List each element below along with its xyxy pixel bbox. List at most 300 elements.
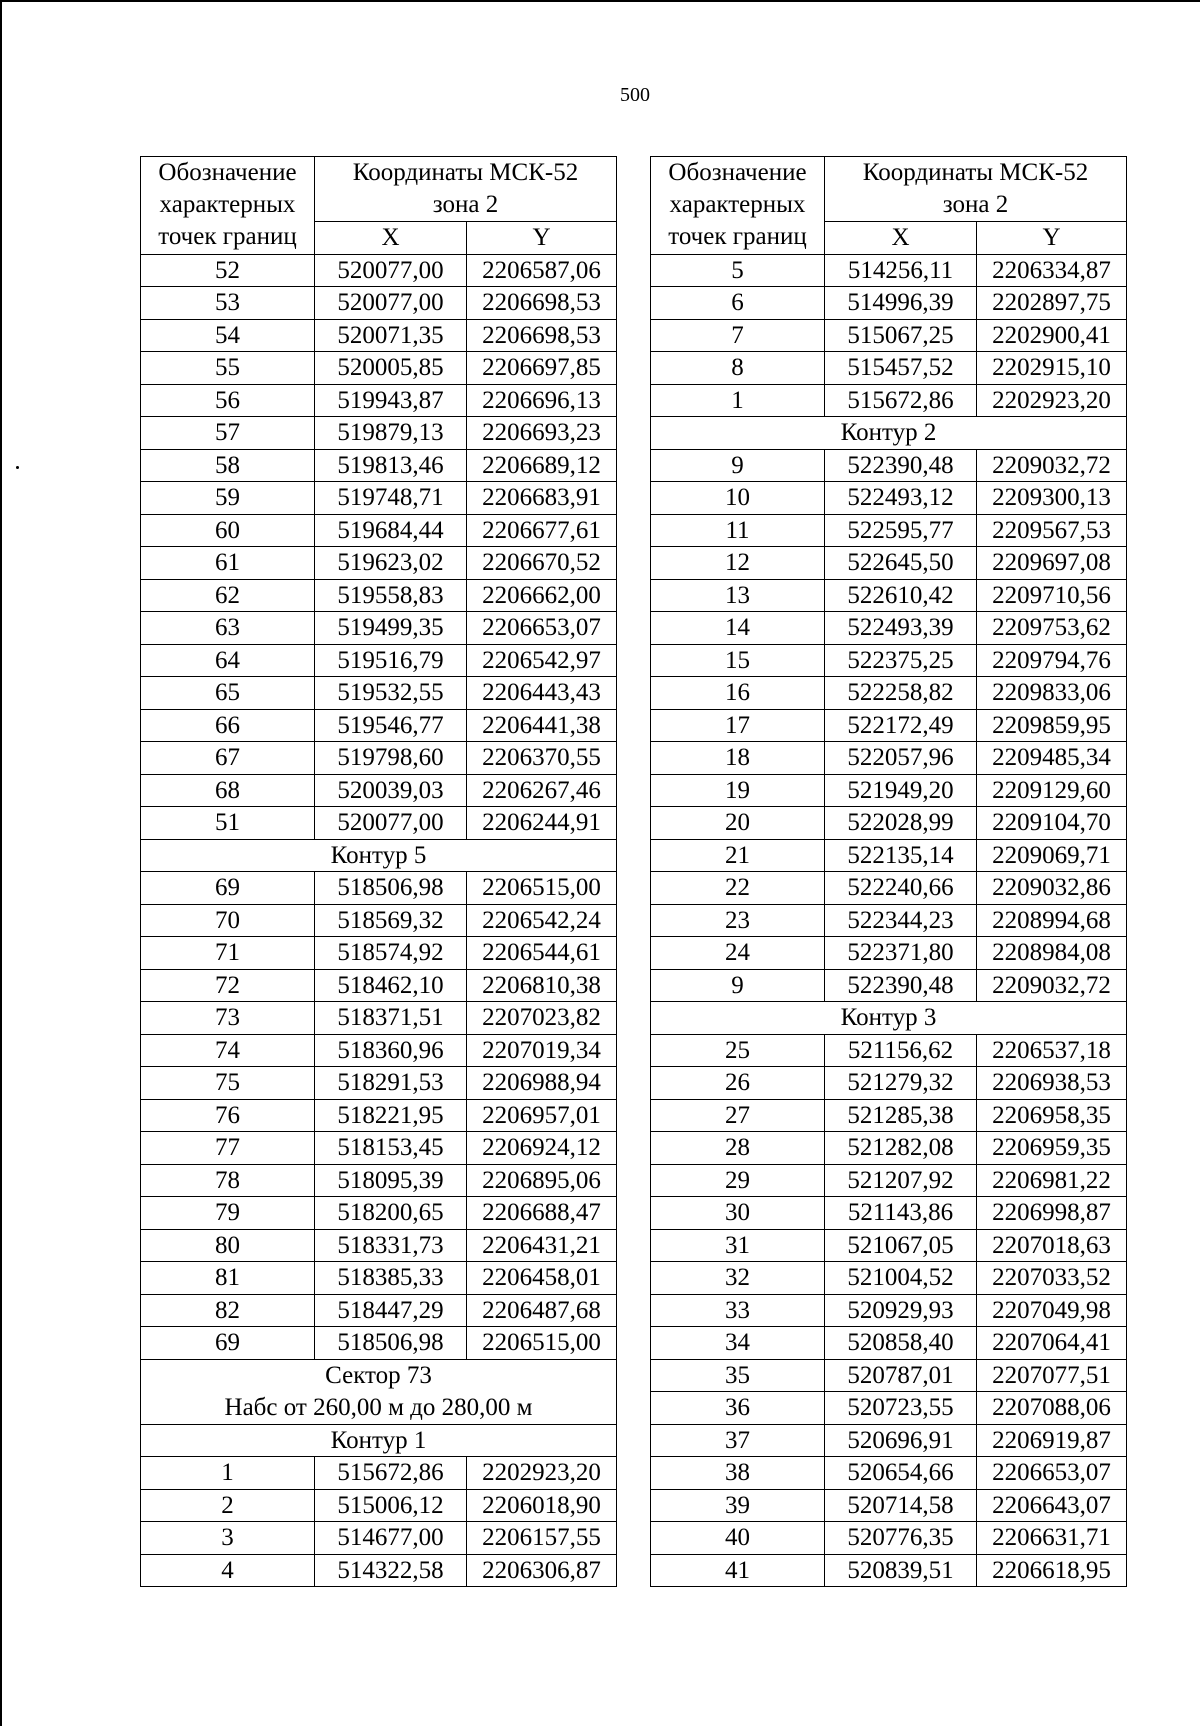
table-row — [651, 904, 1127, 937]
x-cell: 522028,99 — [825, 807, 977, 840]
point-cell: 39 — [651, 1489, 825, 1522]
x-cell: 519798,60 — [315, 742, 467, 775]
table-row — [651, 449, 1127, 482]
y-cell: 2209300,13 — [977, 482, 1127, 515]
x-cell: 518360,96 — [315, 1034, 467, 1067]
table-row — [651, 579, 1127, 612]
point-cell: 16 — [651, 677, 825, 710]
table-row — [651, 1132, 1127, 1165]
table-row — [141, 872, 617, 905]
point-cell: 8 — [651, 352, 825, 385]
x-cell: 518506,98 — [315, 1327, 467, 1360]
section-title: Сектор 73 — [325, 1361, 432, 1389]
header-point-designation: Обозначение характерных точек границ — [651, 157, 825, 255]
table-row — [141, 1457, 617, 1490]
y-cell: 2206515,00 — [467, 1327, 617, 1360]
point-cell: 55 — [141, 352, 315, 385]
x-cell: 518569,32 — [315, 904, 467, 937]
x-cell: 521004,52 — [825, 1262, 977, 1295]
table-row — [651, 352, 1127, 385]
table-row — [141, 1132, 617, 1165]
point-cell: 63 — [141, 612, 315, 645]
x-cell: 514996,39 — [825, 287, 977, 320]
x-cell: 518221,95 — [315, 1099, 467, 1132]
table-left-body — [141, 254, 617, 1587]
table-row — [651, 644, 1127, 677]
x-cell: 520858,40 — [825, 1327, 977, 1360]
point-cell: 33 — [651, 1294, 825, 1327]
x-cell: 522240,66 — [825, 872, 977, 905]
y-cell: 2209032,72 — [977, 449, 1127, 482]
y-cell: 2209485,34 — [977, 742, 1127, 775]
y-cell: 2206334,87 — [977, 254, 1127, 287]
y-cell: 2206696,13 — [467, 384, 617, 417]
x-cell: 515457,52 — [825, 352, 977, 385]
table-right-body — [651, 254, 1127, 1587]
y-cell: 2206631,71 — [977, 1522, 1127, 1555]
point-cell: 62 — [141, 579, 315, 612]
table-row — [141, 1327, 617, 1360]
header-point-designation: Обозначение характерных точек границ — [141, 157, 315, 255]
x-cell: 518462,10 — [315, 969, 467, 1002]
x-cell: 522493,12 — [825, 482, 977, 515]
y-cell: 2209032,72 — [977, 969, 1127, 1002]
y-cell: 2206542,97 — [467, 644, 617, 677]
section-row — [651, 417, 1127, 450]
table-row — [141, 1522, 617, 1555]
point-cell: 29 — [651, 1164, 825, 1197]
point-cell: 10 — [651, 482, 825, 515]
y-cell: 2206810,38 — [467, 969, 617, 1002]
point-cell: 32 — [651, 1262, 825, 1295]
y-cell: 2209697,08 — [977, 547, 1127, 580]
y-cell: 2206458,01 — [467, 1262, 617, 1295]
x-cell: 521949,20 — [825, 774, 977, 807]
point-cell: 15 — [651, 644, 825, 677]
table-row — [141, 449, 617, 482]
x-cell: 521285,38 — [825, 1099, 977, 1132]
point-cell: 69 — [141, 872, 315, 905]
table-row — [651, 1457, 1127, 1490]
x-cell: 515067,25 — [825, 319, 977, 352]
header-coordinates-zone: зона 2 — [942, 191, 1009, 218]
table-row — [141, 547, 617, 580]
table-row — [651, 1424, 1127, 1457]
y-cell: 2206677,61 — [467, 514, 617, 547]
x-cell: 519546,77 — [315, 709, 467, 742]
point-cell: 7 — [651, 319, 825, 352]
table-row — [651, 1554, 1127, 1587]
header-y: Y — [467, 222, 617, 255]
table-row — [141, 644, 617, 677]
x-cell: 519879,13 — [315, 417, 467, 450]
table-row — [141, 579, 617, 612]
y-cell: 2206653,07 — [467, 612, 617, 645]
x-cell: 519943,87 — [315, 384, 467, 417]
header-coordinates — [825, 157, 1127, 222]
point-cell: 65 — [141, 677, 315, 710]
y-cell: 2206267,46 — [467, 774, 617, 807]
y-cell: 2207018,63 — [977, 1229, 1127, 1262]
y-cell: 2206370,55 — [467, 742, 617, 775]
y-cell: 2206895,06 — [467, 1164, 617, 1197]
x-cell: 520071,35 — [315, 319, 467, 352]
x-cell: 518095,39 — [315, 1164, 467, 1197]
point-cell: 51 — [141, 807, 315, 840]
y-cell: 2206959,35 — [977, 1132, 1127, 1165]
point-cell: 40 — [651, 1522, 825, 1555]
point-cell: 54 — [141, 319, 315, 352]
y-cell: 2206697,85 — [467, 352, 617, 385]
x-cell: 518574,92 — [315, 937, 467, 970]
x-cell: 515006,12 — [315, 1489, 467, 1522]
x-cell: 515672,86 — [825, 384, 977, 417]
y-cell: 2206688,47 — [467, 1197, 617, 1230]
table-row — [651, 1067, 1127, 1100]
table-row — [141, 384, 617, 417]
x-cell: 518153,45 — [315, 1132, 467, 1165]
point-cell: 9 — [651, 969, 825, 1002]
point-cell: 1 — [141, 1457, 315, 1490]
table-row — [651, 1359, 1127, 1392]
table-row — [141, 1099, 617, 1132]
point-cell: 67 — [141, 742, 315, 775]
y-cell: 2207033,52 — [977, 1262, 1127, 1295]
y-cell: 2206689,12 — [467, 449, 617, 482]
y-cell: 2206698,53 — [467, 319, 617, 352]
header-coordinates-zone: зона 2 — [432, 191, 499, 218]
y-cell: 2208984,08 — [977, 937, 1127, 970]
table-row — [141, 612, 617, 645]
section-label — [141, 1359, 617, 1424]
x-cell: 520077,00 — [315, 287, 467, 320]
x-cell: 521279,32 — [825, 1067, 977, 1100]
y-cell: 2208994,68 — [977, 904, 1127, 937]
x-cell: 520929,93 — [825, 1294, 977, 1327]
point-cell: 17 — [651, 709, 825, 742]
x-cell: 521282,08 — [825, 1132, 977, 1165]
table-row — [651, 969, 1127, 1002]
table-row — [141, 1197, 617, 1230]
y-cell: 2207019,34 — [467, 1034, 617, 1067]
point-cell: 25 — [651, 1034, 825, 1067]
point-cell: 79 — [141, 1197, 315, 1230]
table-row — [651, 742, 1127, 775]
header-coordinates-system: Координаты МСК-52 — [352, 159, 579, 186]
table-row — [651, 872, 1127, 905]
point-cell: 78 — [141, 1164, 315, 1197]
table-row — [141, 1164, 617, 1197]
point-cell: 37 — [651, 1424, 825, 1457]
x-cell: 522172,49 — [825, 709, 977, 742]
x-cell: 522375,25 — [825, 644, 977, 677]
table-row — [651, 1392, 1127, 1425]
point-cell: 14 — [651, 612, 825, 645]
table-row — [651, 774, 1127, 807]
x-cell: 520714,58 — [825, 1489, 977, 1522]
y-cell: 2206487,68 — [467, 1294, 617, 1327]
point-cell: 3 — [141, 1522, 315, 1555]
point-cell: 71 — [141, 937, 315, 970]
table-row — [141, 482, 617, 515]
y-cell: 2206670,52 — [467, 547, 617, 580]
y-cell: 2202923,20 — [467, 1457, 617, 1490]
x-cell: 520654,66 — [825, 1457, 977, 1490]
coordinates-table-right — [650, 156, 1127, 1587]
point-cell: 30 — [651, 1197, 825, 1230]
x-cell: 520005,85 — [315, 352, 467, 385]
table-row — [651, 937, 1127, 970]
table-row — [141, 319, 617, 352]
point-cell: 1 — [651, 384, 825, 417]
x-cell: 522390,48 — [825, 969, 977, 1002]
table-row — [651, 287, 1127, 320]
x-cell: 521207,92 — [825, 1164, 977, 1197]
table-row — [141, 1002, 617, 1035]
point-cell: 77 — [141, 1132, 315, 1165]
point-cell: 11 — [651, 514, 825, 547]
table-row — [141, 287, 617, 320]
section-row — [141, 839, 617, 872]
point-cell: 22 — [651, 872, 825, 905]
y-cell: 2206618,95 — [977, 1554, 1127, 1587]
table-row — [141, 352, 617, 385]
table-row — [141, 1067, 617, 1100]
table-row — [651, 612, 1127, 645]
y-cell: 2209032,86 — [977, 872, 1127, 905]
point-cell: 27 — [651, 1099, 825, 1132]
table-row — [651, 1294, 1127, 1327]
point-cell: 23 — [651, 904, 825, 937]
y-cell: 2206244,91 — [467, 807, 617, 840]
point-cell: 76 — [141, 1099, 315, 1132]
x-cell: 521143,86 — [825, 1197, 977, 1230]
section-label — [141, 839, 617, 872]
point-cell: 81 — [141, 1262, 315, 1295]
header-y: Y — [977, 222, 1127, 255]
x-cell: 520776,35 — [825, 1522, 977, 1555]
y-cell: 2209567,53 — [977, 514, 1127, 547]
y-cell: 2206643,07 — [977, 1489, 1127, 1522]
point-cell: 61 — [141, 547, 315, 580]
table-row — [651, 1099, 1127, 1132]
table-row — [141, 742, 617, 775]
point-cell: 2 — [141, 1489, 315, 1522]
section-subtitle: Набс от 260,00 м до 280,00 м — [224, 1393, 533, 1421]
point-cell: 80 — [141, 1229, 315, 1262]
y-cell: 2206587,06 — [467, 254, 617, 287]
y-cell: 2209833,06 — [977, 677, 1127, 710]
y-cell: 2206537,18 — [977, 1034, 1127, 1067]
y-cell: 2207064,41 — [977, 1327, 1127, 1360]
table-row — [141, 807, 617, 840]
x-cell: 522344,23 — [825, 904, 977, 937]
y-cell: 2209710,56 — [977, 579, 1127, 612]
point-cell: 74 — [141, 1034, 315, 1067]
page-number: 500 — [620, 84, 650, 106]
x-cell: 522258,82 — [825, 677, 977, 710]
x-cell: 520039,03 — [315, 774, 467, 807]
x-cell: 521156,62 — [825, 1034, 977, 1067]
table-row — [651, 1489, 1127, 1522]
table-row — [141, 514, 617, 547]
header-x: X — [825, 222, 977, 255]
table-row — [651, 482, 1127, 515]
point-cell: 38 — [651, 1457, 825, 1490]
y-cell: 2206653,07 — [977, 1457, 1127, 1490]
y-cell: 2207088,06 — [977, 1392, 1127, 1425]
table-row — [141, 709, 617, 742]
table-row — [651, 1522, 1127, 1555]
x-cell: 522371,80 — [825, 937, 977, 970]
y-cell: 2209104,70 — [977, 807, 1127, 840]
table-row — [141, 1554, 617, 1587]
x-cell: 520696,91 — [825, 1424, 977, 1457]
x-cell: 522645,50 — [825, 547, 977, 580]
x-cell: 519623,02 — [315, 547, 467, 580]
section-title: Контур 2 — [840, 419, 937, 447]
section-row — [141, 1424, 617, 1457]
table-row — [141, 904, 617, 937]
y-cell: 2209129,60 — [977, 774, 1127, 807]
coordinates-table-left — [140, 156, 617, 1587]
x-cell: 518385,33 — [315, 1262, 467, 1295]
x-cell: 522493,39 — [825, 612, 977, 645]
point-cell: 18 — [651, 742, 825, 775]
table-row — [651, 677, 1127, 710]
table-row — [651, 1034, 1127, 1067]
point-cell: 5 — [651, 254, 825, 287]
y-cell: 2206018,90 — [467, 1489, 617, 1522]
table-row — [141, 937, 617, 970]
table-row — [651, 1262, 1127, 1295]
y-cell: 2202923,20 — [977, 384, 1127, 417]
table-row — [141, 774, 617, 807]
y-cell: 2206698,53 — [467, 287, 617, 320]
x-cell: 519684,44 — [315, 514, 467, 547]
x-cell: 522057,96 — [825, 742, 977, 775]
point-cell: 13 — [651, 579, 825, 612]
y-cell: 2209753,62 — [977, 612, 1127, 645]
point-cell: 58 — [141, 449, 315, 482]
x-cell: 522390,48 — [825, 449, 977, 482]
point-cell: 60 — [141, 514, 315, 547]
y-cell: 2209794,76 — [977, 644, 1127, 677]
y-cell: 2206662,00 — [467, 579, 617, 612]
y-cell: 2206443,43 — [467, 677, 617, 710]
section-row — [651, 1002, 1127, 1035]
x-cell: 515672,86 — [315, 1457, 467, 1490]
point-cell: 4 — [141, 1554, 315, 1587]
x-cell: 514322,58 — [315, 1554, 467, 1587]
x-cell: 518291,53 — [315, 1067, 467, 1100]
point-cell: 41 — [651, 1554, 825, 1587]
table-row — [651, 1327, 1127, 1360]
table-row — [651, 514, 1127, 547]
header-coordinates-system: Координаты МСК-52 — [862, 159, 1089, 186]
point-cell: 72 — [141, 969, 315, 1002]
x-cell: 522610,42 — [825, 579, 977, 612]
point-cell: 36 — [651, 1392, 825, 1425]
y-cell: 2206998,87 — [977, 1197, 1127, 1230]
point-cell: 20 — [651, 807, 825, 840]
table-row — [141, 417, 617, 450]
point-cell: 75 — [141, 1067, 315, 1100]
x-cell: 520723,55 — [825, 1392, 977, 1425]
x-cell: 518331,73 — [315, 1229, 467, 1262]
point-cell: 6 — [651, 287, 825, 320]
point-cell: 26 — [651, 1067, 825, 1100]
x-cell: 519532,55 — [315, 677, 467, 710]
y-cell: 2206515,00 — [467, 872, 617, 905]
x-cell: 518371,51 — [315, 1002, 467, 1035]
point-cell: 19 — [651, 774, 825, 807]
table-row — [141, 1294, 617, 1327]
point-cell: 24 — [651, 937, 825, 970]
x-cell: 520077,00 — [315, 254, 467, 287]
table-row — [651, 319, 1127, 352]
x-cell: 514256,11 — [825, 254, 977, 287]
point-cell: 82 — [141, 1294, 315, 1327]
point-cell: 31 — [651, 1229, 825, 1262]
point-cell: 68 — [141, 774, 315, 807]
table-row — [141, 1262, 617, 1295]
table-row — [651, 839, 1127, 872]
point-cell: 57 — [141, 417, 315, 450]
section-label — [651, 1002, 1127, 1035]
y-cell: 2206683,91 — [467, 482, 617, 515]
x-cell: 519748,71 — [315, 482, 467, 515]
x-cell: 520839,51 — [825, 1554, 977, 1587]
table-row — [141, 254, 617, 287]
point-cell: 34 — [651, 1327, 825, 1360]
table-row — [651, 384, 1127, 417]
x-cell: 518506,98 — [315, 872, 467, 905]
section-title: Контур 5 — [330, 841, 427, 869]
section-title: Контур 3 — [840, 1004, 937, 1032]
point-cell: 66 — [141, 709, 315, 742]
y-cell: 2206981,22 — [977, 1164, 1127, 1197]
point-cell: 12 — [651, 547, 825, 580]
x-cell: 522135,14 — [825, 839, 977, 872]
table-row — [651, 1229, 1127, 1262]
x-cell: 518200,65 — [315, 1197, 467, 1230]
y-cell: 2206441,38 — [467, 709, 617, 742]
table-row — [651, 254, 1127, 287]
table-row — [651, 807, 1127, 840]
table-row — [651, 709, 1127, 742]
x-cell: 519558,83 — [315, 579, 467, 612]
point-cell: 73 — [141, 1002, 315, 1035]
y-cell: 2206988,94 — [467, 1067, 617, 1100]
table-row — [141, 677, 617, 710]
y-cell: 2206306,87 — [467, 1554, 617, 1587]
point-cell: 35 — [651, 1359, 825, 1392]
y-cell: 2207049,98 — [977, 1294, 1127, 1327]
x-cell: 519516,79 — [315, 644, 467, 677]
point-cell: 28 — [651, 1132, 825, 1165]
table-row — [651, 1164, 1127, 1197]
y-cell: 2206938,53 — [977, 1067, 1127, 1100]
scan-speck — [16, 466, 19, 469]
point-cell: 21 — [651, 839, 825, 872]
y-cell: 2206958,35 — [977, 1099, 1127, 1132]
point-cell: 70 — [141, 904, 315, 937]
point-cell: 69 — [141, 1327, 315, 1360]
point-cell: 59 — [141, 482, 315, 515]
x-cell: 520077,00 — [315, 807, 467, 840]
header-x: X — [315, 222, 467, 255]
